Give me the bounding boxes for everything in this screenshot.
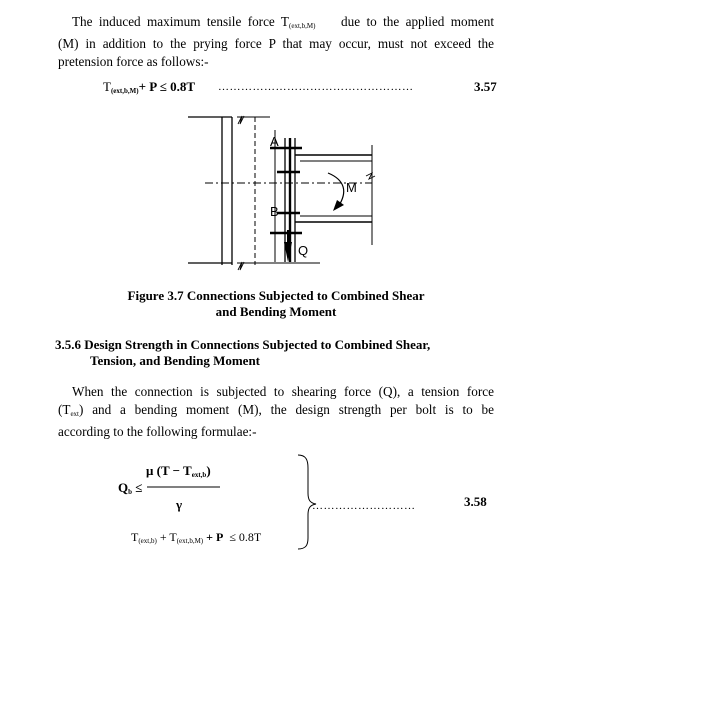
intro-line-2: (M) in addition to the prying force P that may occur, must not exceed the	[58, 36, 494, 51]
body-line-2: $(T_{ext})$ and a bending moment (M), the design strength per bolt is to be	[58, 402, 494, 418]
equation-3-57-leader: ……………………………………………	[218, 81, 414, 93]
body-line-1: When the connection is subjected to shearing force (Q), a tension force	[72, 384, 494, 399]
eq358-denominator: γ	[176, 497, 183, 512]
eq358-numerator: μ $(T - T_{ext,b})$	[146, 463, 211, 479]
eq358-lhs: $Q_b$ ≤	[118, 480, 143, 496]
equation-3-58-leader: ………………………	[312, 500, 416, 512]
intro-line-1: The induced maximum tensile force $T_{(ext,b,M)}$ due to the applied moment	[72, 14, 495, 30]
intro-line-3: pretension force as follows:-	[58, 54, 209, 69]
label-m: M	[346, 180, 357, 195]
caption-line-2: and Bending Moment	[215, 304, 337, 319]
label-b: B	[270, 204, 279, 219]
equation-3-57-number: 3.57	[474, 79, 497, 94]
caption-line-1: Figure 3.7 Connections Subjected to Combined Shear	[127, 288, 425, 303]
label-a: A	[270, 134, 279, 149]
equation-3-58-number: 3.58	[464, 494, 487, 509]
body-line-3: according to the following formulae:-	[58, 424, 257, 439]
section-heading-line-2: Tension, and Bending Moment	[90, 353, 261, 368]
section-heading-line-1: 3.5.6 Design Strength in Connections Subjected to Combined Shear,	[55, 337, 431, 352]
equation-3-57: $T_{(ext,b,M)}+ P \le 0.8T$	[103, 79, 195, 95]
eq358-second-line: $T_{(ext,b)} + T_{(ext,b,M)} + P \le 0.8T$	[131, 530, 262, 545]
label-q: Q	[298, 243, 309, 258]
